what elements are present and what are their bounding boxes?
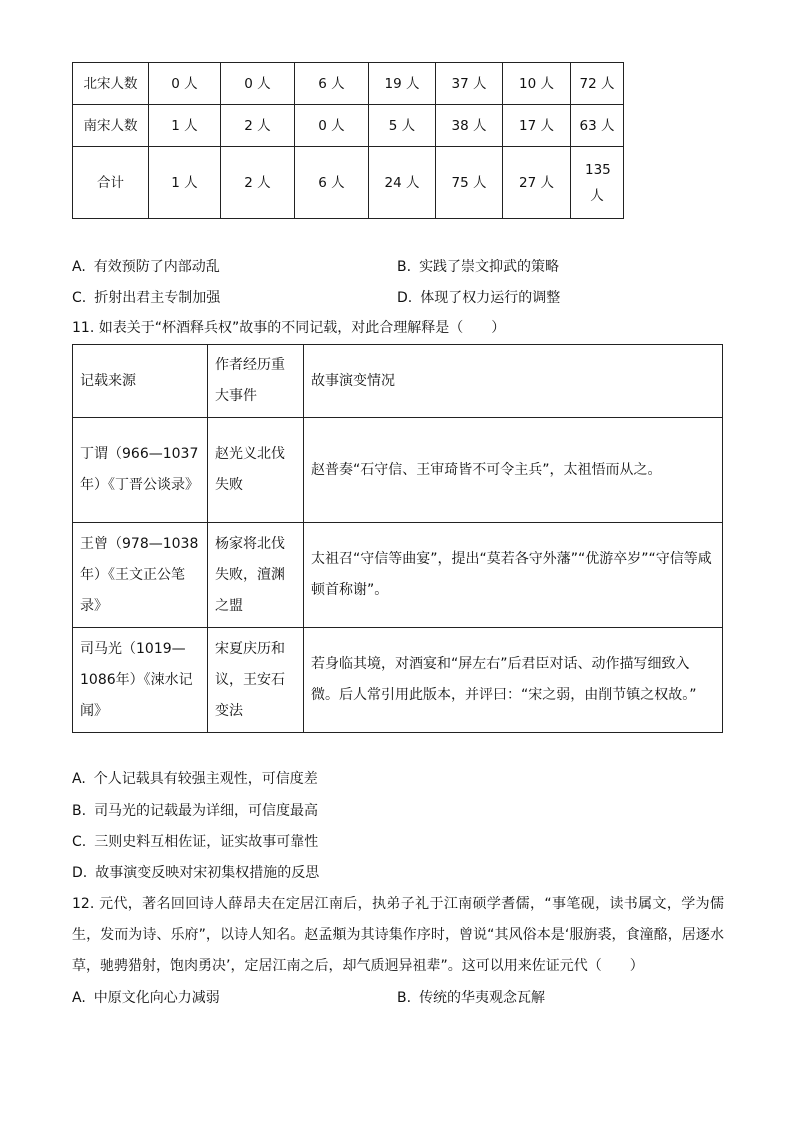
option-text: 三则史料互相佐证，证实故事可靠性 [94, 834, 319, 850]
option-letter: A. [72, 771, 86, 787]
option-text: 司马光的记载最为详细，可信度最高 [94, 803, 319, 819]
cell-source: 王曾（978—1038年）《王文正公笔录》 [73, 523, 208, 628]
q10-option-d[interactable] [397, 288, 560, 308]
option-text: 实践了崇文抑武的策略 [419, 259, 560, 275]
q10-option-a[interactable] [72, 257, 220, 277]
row-label: 南宋人数 [73, 105, 149, 147]
option-text: 体现了权力运行的调整 [420, 290, 561, 306]
table-cell: 1 人 [149, 147, 221, 219]
header-events: 作者经历重大事件 [208, 345, 304, 418]
table-row [73, 418, 723, 523]
q12-option-b[interactable] [397, 988, 545, 1008]
table-cell: 27 人 [503, 147, 571, 219]
q11-option-a[interactable] [72, 769, 318, 789]
option-letter: A. [72, 259, 86, 275]
table-cell: 17 人 [503, 105, 571, 147]
table-cell: 6 人 [295, 147, 369, 219]
q11-option-b[interactable] [72, 801, 318, 821]
option-letter: C. [72, 290, 87, 306]
cell-events: 赵光义北伐失败 [208, 418, 304, 523]
cell-source: 司马光（1019—1086年）《涑水记闻》 [73, 628, 208, 733]
option-text: 传统的华夷观念瓦解 [419, 990, 546, 1006]
option-text: 折射出君主专制加强 [94, 290, 221, 306]
table-cell: 5 人 [369, 105, 436, 147]
cell-events: 宋夏庆历和议，王安石变法 [208, 628, 304, 733]
table-row [73, 523, 723, 628]
table-cell: 75 人 [436, 147, 503, 219]
table-row [73, 105, 624, 147]
option-text: 有效预防了内部动乱 [93, 259, 220, 275]
table-cell: 6 人 [295, 63, 369, 105]
q10-option-b[interactable] [397, 257, 559, 277]
header-source: 记载来源 [73, 345, 208, 418]
q11-option-d[interactable] [72, 863, 319, 883]
table-cell: 10 人 [503, 63, 571, 105]
q12-option-a[interactable] [72, 988, 220, 1008]
q11-option-c[interactable] [72, 832, 318, 852]
table-cell: 24 人 [369, 147, 436, 219]
table-cell: 135 人 [571, 147, 624, 219]
q10-option-c[interactable] [72, 288, 220, 308]
table-header-row [73, 345, 723, 418]
records-table [72, 344, 723, 733]
table-row [73, 628, 723, 733]
table-cell: 72 人 [571, 63, 624, 105]
option-text: 故事演变反映对宋初集权措施的反思 [95, 865, 320, 881]
option-text: 中原文化向心力减弱 [93, 990, 220, 1006]
table-cell: 37 人 [436, 63, 503, 105]
table-cell: 0 人 [295, 105, 369, 147]
table-row [73, 63, 624, 105]
table-cell: 38 人 [436, 105, 503, 147]
table-cell: 63 人 [571, 105, 624, 147]
table-cell: 2 人 [221, 105, 295, 147]
row-label: 北宋人数 [73, 63, 149, 105]
cell-story: 若身临其境，对酒宴和“屏左右”后君臣对话、动作描写细致入微。后人常引用此版本，并评曰：“宋之弱，由削节镇之权故。” [304, 628, 723, 733]
q12-stem: 12. 元代，著名回回诗人薛昂夫在定居江南后，执弟子礼于江南硕学耆儒，“事笔砚，读书属文，学为儒生，发而为诗、乐府”，以诗人知名。赵孟頫为其诗集作序时，曾说“其风俗本是‘服旃裘，食潼酪，居逐水草，驰骋猎射，饱肉勇决’，定居江南之后，却气质迥异祖辈”。这可以用来佐证元代（ ） [72, 896, 724, 974]
cell-source: 丁谓（966—1037年）《丁晋公谈录》 [73, 418, 208, 523]
stats-table [72, 62, 624, 219]
option-letter: A. [72, 990, 86, 1006]
cell-events: 杨家将北伐失败，澶渊之盟 [208, 523, 304, 628]
option-letter: D. [72, 865, 88, 881]
table-cell: 0 人 [221, 63, 295, 105]
option-text: 个人记载具有较强主观性，可信度差 [93, 771, 318, 787]
q11-stem: 11. 如表关于“杯酒释兵权”故事的不同记载，对此合理解释是（ ） [72, 320, 506, 336]
table-row [73, 147, 624, 219]
cell-story: 赵普奏“石守信、王审琦皆不可令主兵”，太祖悟而从之。 [304, 418, 723, 523]
table-cell: 0 人 [149, 63, 221, 105]
header-story: 故事演变情况 [304, 345, 723, 418]
table-cell: 2 人 [221, 147, 295, 219]
row-label: 合计 [73, 147, 149, 219]
table-cell: 1 人 [149, 105, 221, 147]
option-letter: B. [72, 803, 87, 819]
option-letter: D. [397, 290, 413, 306]
option-letter: B. [397, 259, 412, 275]
table-cell: 19 人 [369, 63, 436, 105]
option-letter: B. [397, 990, 412, 1006]
cell-story: 太祖召“守信等曲宴”，提出“莫若各守外藩”“优游卒岁”“守信等咸顿首称谢”。 [304, 523, 723, 628]
option-letter: C. [72, 834, 87, 850]
